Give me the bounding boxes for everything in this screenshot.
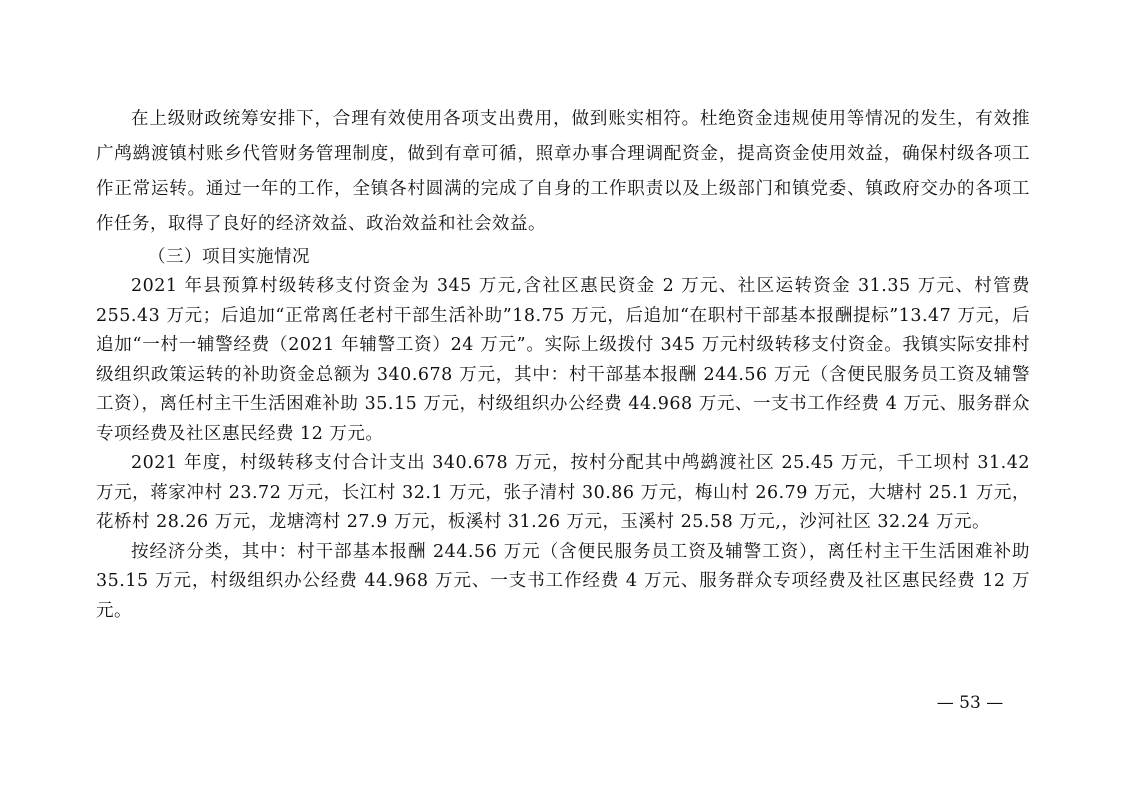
body-text — [96, 102, 1030, 626]
paragraph-budget-allocation: 2021 年县预算村级转移支付资金为 345 万元,含社区惠民资金 2 万元、社区运转资金 31.35 万元、村管费 255.43 万元；后追加“正常离任老村干部生活补助”18.75 万元，后追加“在职村干部基本报酬提标”13.47 万元，后追加“一村一辅警经费（2021 年辅警工资）24 万元”。实际上级拨付 345 万元村级转移支付资金。我镇实际安排村级组织政策运转的补助资金总额为 340.678 万元，其中：村干部基本报酬 244.56 万元（含便民服务员工资及辅警工资），离任村主干生活困难补助 35.15 万元，村级组织办公经费 44.968 万元、一支书工作经费 4 万元、服务群众专项经费及社区惠民经费 12 万元。 — [96, 276, 1030, 444]
section-heading-project-implementation: （三）项目实施情况 — [148, 247, 310, 267]
paragraph-economic-classification: 按经济分类，其中：村干部基本报酬 244.56 万元（含便民服务员工资及辅警工资），离任村主干生活困难补助 35.15 万元，村级组织办公经费 44.968 万元、一支书工作经费 4 万元、服务群众专项经费及社区惠民经费 12 万元。 — [96, 541, 1030, 621]
page-number: — 53 — — [936, 693, 1004, 713]
paragraph-fund-usage: 在上级财政统筹安排下，合理有效使用各项支出费用，做到账实相符。杜绝资金违规使用等情况的发生，有效推广鸬鹚渡镇村账乡代管财务管理制度，做到有章可循，照章办事合理调配资金，提高资金使用效益，确保村级各项工作正常运转。通过一年的工作，全镇各村圆满的完成了自身的工作职责以及上级部门和镇党委、镇政府交办的各项工作任务，取得了良好的经济效益、政治效益和社会效益。 — [96, 109, 1030, 234]
paragraph-village-distribution: 2021 年度，村级转移支付合计支出 340.678 万元，按村分配其中鸬鹚渡社区 25.45 万元，千工坝村 31.42 万元，蒋家冲村 23.72 万元，长江村 32.1 万元，张子清村 30.86 万元，梅山村 26.79 万元，大塘村 25.1 万元，花桥村 28.26 万元，龙塘湾村 27.9 万元，板溪村 31.26 万元，玉溪村 25.58 万元,，沙河社区 32.24 万元。 — [96, 453, 1030, 532]
